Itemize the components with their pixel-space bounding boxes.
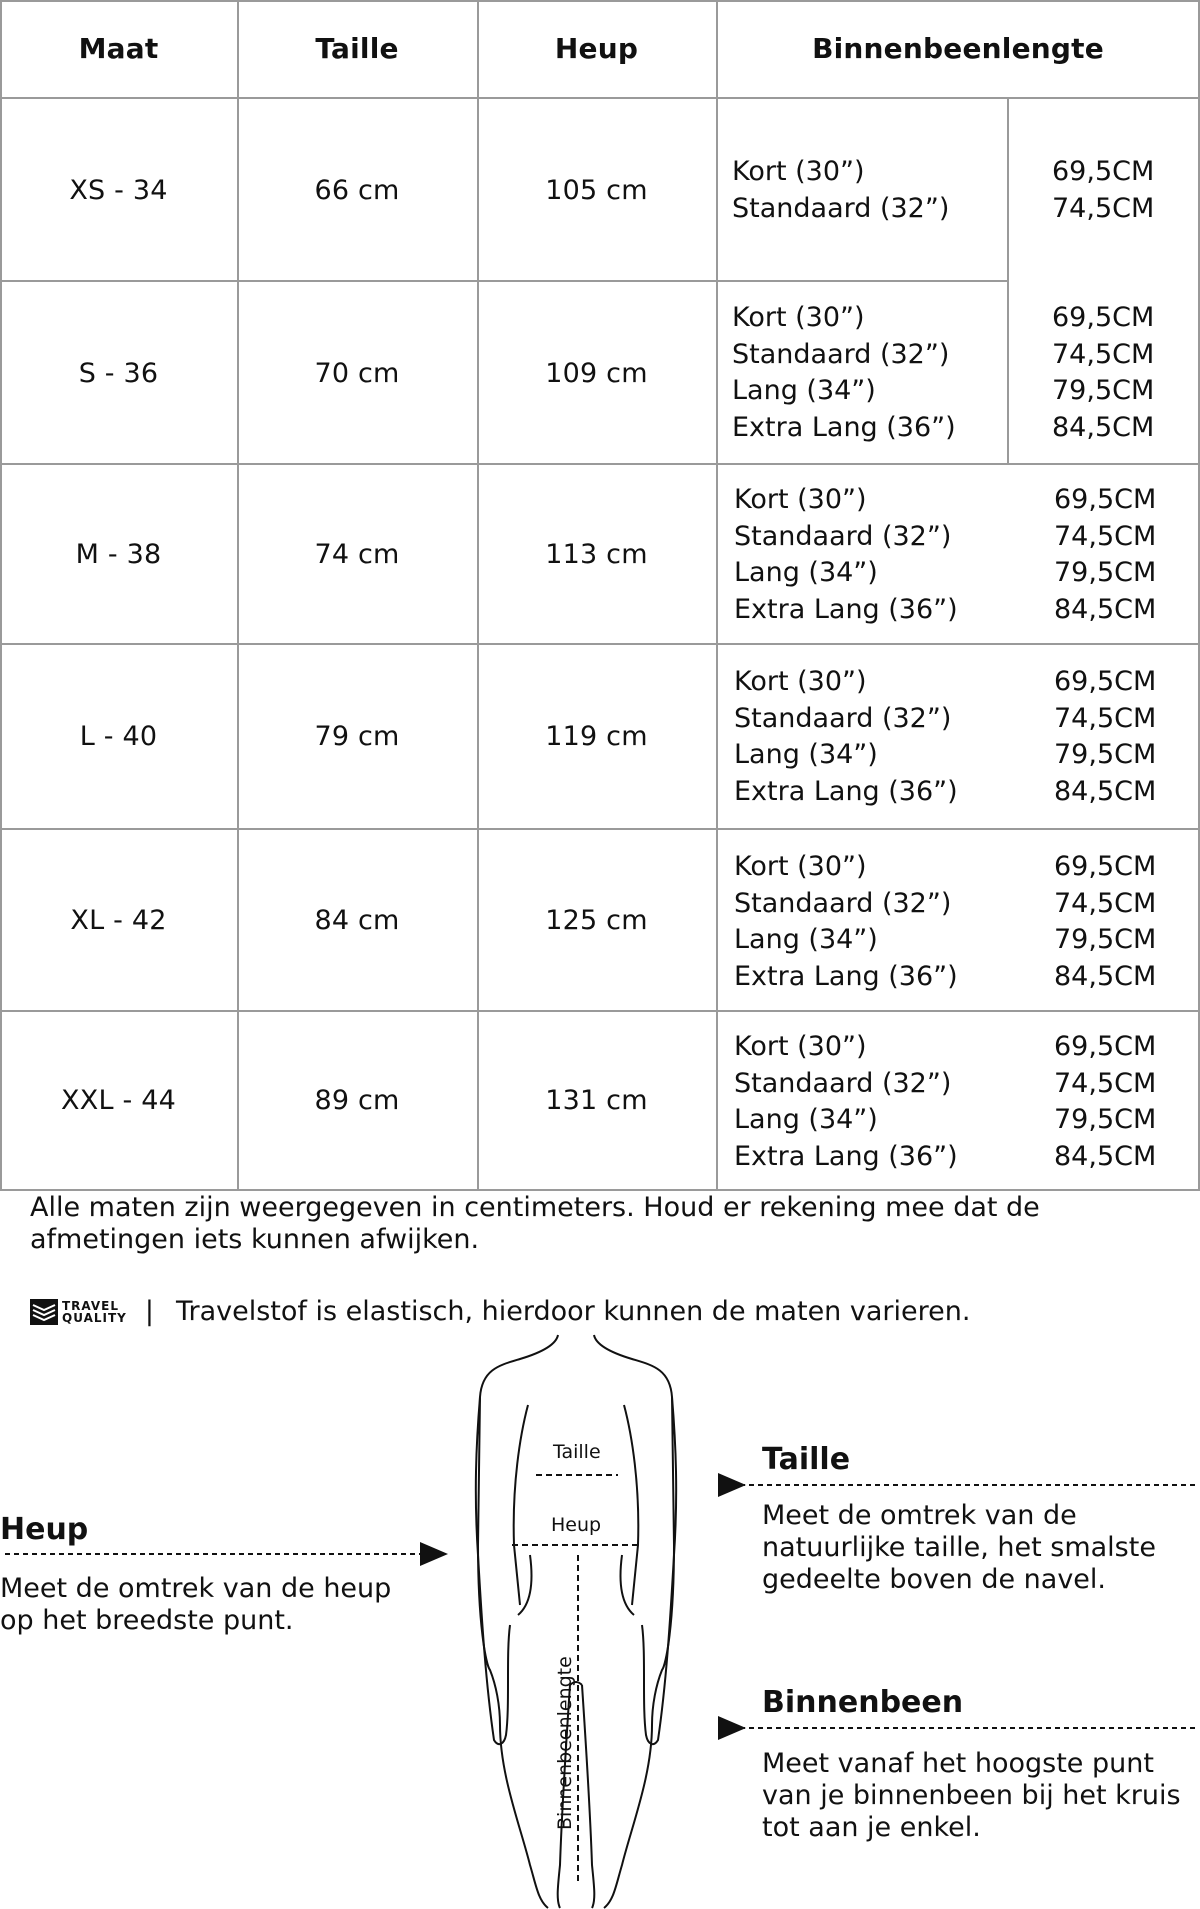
inseam-value: 74,5CM bbox=[1054, 702, 1157, 734]
inseam-name: Kort (30”) bbox=[732, 302, 865, 333]
inseam-value: 84,5CM bbox=[1054, 593, 1157, 625]
inseam-name: Lang (34”) bbox=[732, 375, 876, 406]
cell-size: XL - 42 bbox=[70, 904, 167, 936]
inseam-list bbox=[734, 1029, 1157, 1175]
inseam-row bbox=[734, 701, 1157, 738]
inseam-name: Extra Lang (36”) bbox=[732, 411, 956, 443]
inseam-value: 69,5CM bbox=[1054, 484, 1157, 515]
body-outline-icon bbox=[476, 1335, 676, 1908]
inseam-name: Standaard (32”) bbox=[734, 520, 952, 552]
binnenbeen-desc-line: Meet vanaf het hoogste punt bbox=[762, 1748, 1154, 1779]
cell-waist: 89 cm bbox=[314, 1085, 400, 1116]
cell-hip: 131 cm bbox=[545, 1085, 648, 1116]
inseam-value: 69,5CM bbox=[1052, 156, 1155, 187]
inseam-name: Extra Lang (36”) bbox=[734, 960, 958, 992]
inseam-value: 79,5CM bbox=[1052, 375, 1155, 406]
taille-desc-line: gedeelte boven de navel. bbox=[762, 1564, 1106, 1595]
inseam-value: 74,5CM bbox=[1054, 887, 1157, 919]
inseam-name: Lang (34”) bbox=[734, 924, 878, 955]
inseam-value: 84,5CM bbox=[1052, 411, 1155, 443]
binnenbeen-description bbox=[762, 1748, 1181, 1844]
inseam-value: 84,5CM bbox=[1054, 960, 1157, 992]
inseam-row bbox=[734, 849, 1157, 886]
inseam-row bbox=[734, 664, 1157, 701]
inseam-list bbox=[734, 664, 1157, 810]
cell-hip: 125 cm bbox=[545, 904, 648, 936]
measurement-note: Alle maten zijn weergegeven in centimeters. Houd er rekening mee dat de afmetingen iets kunnen afwijken. bbox=[30, 1192, 1040, 1255]
inseam-row bbox=[732, 410, 1155, 447]
inseam-value: 79,5CM bbox=[1054, 924, 1157, 955]
cell-hip: 109 cm bbox=[545, 357, 648, 389]
inseam-value: 69,5CM bbox=[1054, 851, 1157, 882]
inseam-name: Kort (30”) bbox=[734, 666, 867, 697]
inseam-row bbox=[734, 555, 1157, 592]
inseam-value: 69,5CM bbox=[1052, 302, 1155, 333]
inseam-row bbox=[734, 774, 1157, 811]
cell-size: L - 40 bbox=[79, 721, 158, 752]
inseam-name: Standaard (32”) bbox=[732, 338, 950, 370]
taille-desc-line: Meet de omtrek van de bbox=[762, 1500, 1077, 1531]
figure-label-heup: Heup bbox=[551, 1514, 602, 1536]
inseam-value: 74,5CM bbox=[1054, 520, 1157, 552]
inseam-value: 79,5CM bbox=[1054, 1104, 1157, 1135]
table-border-bottom bbox=[0, 1189, 1200, 1191]
inseam-value: 74,5CM bbox=[1054, 1067, 1157, 1099]
heup-title: Heup bbox=[0, 1512, 89, 1547]
inseam-value: 74,5CM bbox=[1052, 338, 1155, 370]
cell-waist: 66 cm bbox=[314, 174, 400, 206]
inseam-row bbox=[734, 482, 1157, 519]
inseam-value: 69,5CM bbox=[1054, 666, 1157, 697]
inseam-name: Standaard (32”) bbox=[734, 887, 952, 919]
cell-size: XS - 34 bbox=[69, 174, 168, 206]
inseam-row bbox=[734, 959, 1157, 996]
cell-waist: 84 cm bbox=[314, 904, 400, 936]
figure-label-inseam: Binnenbeenlengte bbox=[554, 1656, 576, 1830]
travel-quality-mark-icon bbox=[30, 1299, 58, 1325]
cell-size: XXL - 44 bbox=[61, 1085, 176, 1116]
binnenbeen-desc-line: van je binnenbeen bij het kruis bbox=[762, 1780, 1181, 1811]
inseam-list bbox=[734, 482, 1157, 628]
inseam-value: 74,5CM bbox=[1052, 192, 1155, 224]
figure-label-taille: Taille bbox=[553, 1441, 601, 1463]
header-maat: Maat bbox=[78, 32, 159, 65]
cell-hip: 119 cm bbox=[545, 721, 648, 752]
inseam-value: 84,5CM bbox=[1054, 1140, 1157, 1172]
separator: | bbox=[144, 1296, 154, 1327]
inseam-name: Lang (34”) bbox=[734, 1104, 878, 1135]
taille-description bbox=[762, 1500, 1156, 1596]
inseam-name: Kort (30”) bbox=[734, 1031, 867, 1062]
inseam-name: Standaard (32”) bbox=[732, 192, 950, 224]
inseam-row bbox=[734, 592, 1157, 629]
inseam-value: 84,5CM bbox=[1054, 775, 1157, 807]
inseam-name: Extra Lang (36”) bbox=[734, 1140, 958, 1172]
inseam-row bbox=[734, 1029, 1157, 1066]
travel-quality-wordmark bbox=[62, 1300, 127, 1324]
inseam-value: 69,5CM bbox=[1054, 1031, 1157, 1062]
heup-desc-line: Meet de omtrek van de heup bbox=[0, 1573, 392, 1604]
taille-desc-line: natuurlijke taille, het smalste bbox=[762, 1532, 1156, 1563]
cell-size: M - 38 bbox=[75, 538, 162, 570]
cell-waist: 74 cm bbox=[314, 538, 400, 570]
binnenbeen-desc-line: tot aan je enkel. bbox=[762, 1812, 981, 1843]
inseam-row bbox=[732, 154, 1155, 191]
logo-line-travel: TRAVEL bbox=[62, 1298, 120, 1313]
inseam-list bbox=[732, 300, 1155, 446]
travel-quality-note bbox=[30, 1296, 970, 1327]
heup-description bbox=[0, 1573, 391, 1637]
inseam-name: Kort (30”) bbox=[732, 156, 865, 187]
inseam-value: 79,5CM bbox=[1054, 739, 1157, 770]
cell-waist: 70 cm bbox=[314, 357, 400, 389]
inseam-row bbox=[734, 519, 1157, 556]
cell-size: S - 36 bbox=[78, 357, 159, 389]
header-heup: Heup bbox=[554, 32, 639, 65]
inseam-row bbox=[732, 337, 1155, 374]
header-binnenbeenlengte: Binnenbeenlengte bbox=[812, 32, 1104, 65]
table-divider bbox=[716, 0, 718, 1191]
inseam-name: Standaard (32”) bbox=[734, 702, 952, 734]
inseam-row bbox=[734, 737, 1157, 774]
inseam-row bbox=[734, 886, 1157, 923]
heup-desc-line: op het breedste punt. bbox=[0, 1605, 294, 1636]
cell-waist: 79 cm bbox=[314, 721, 400, 752]
inseam-row bbox=[732, 373, 1155, 410]
header-taille: Taille bbox=[315, 32, 399, 65]
inseam-name: Kort (30”) bbox=[734, 484, 867, 515]
cell-hip: 105 cm bbox=[545, 174, 648, 206]
travel-quality-text: Travelstof is elastisch, hierdoor kunnen de maten varieren. bbox=[175, 1296, 971, 1327]
taille-title: Taille bbox=[762, 1442, 851, 1477]
inseam-row bbox=[734, 922, 1157, 959]
inseam-name: Lang (34”) bbox=[734, 557, 878, 588]
cell-hip: 113 cm bbox=[545, 538, 648, 570]
inseam-name: Lang (34”) bbox=[734, 739, 878, 770]
inseam-name: Extra Lang (36”) bbox=[734, 593, 958, 625]
logo-line-quality: QUALITY bbox=[62, 1310, 127, 1325]
binnenbeen-title: Binnenbeen bbox=[762, 1685, 964, 1720]
inseam-name: Kort (30”) bbox=[734, 851, 867, 882]
inseam-row bbox=[734, 1139, 1157, 1176]
travel-quality-logo bbox=[30, 1299, 127, 1325]
inseam-name: Extra Lang (36”) bbox=[734, 775, 958, 807]
inseam-row bbox=[734, 1066, 1157, 1103]
inseam-name: Standaard (32”) bbox=[734, 1067, 952, 1099]
inseam-list bbox=[734, 849, 1157, 995]
inseam-row bbox=[732, 300, 1155, 337]
inseam-value: 79,5CM bbox=[1054, 557, 1157, 588]
inseam-row bbox=[734, 1102, 1157, 1139]
inseam-row bbox=[732, 191, 1155, 228]
inseam-list bbox=[732, 154, 1155, 227]
